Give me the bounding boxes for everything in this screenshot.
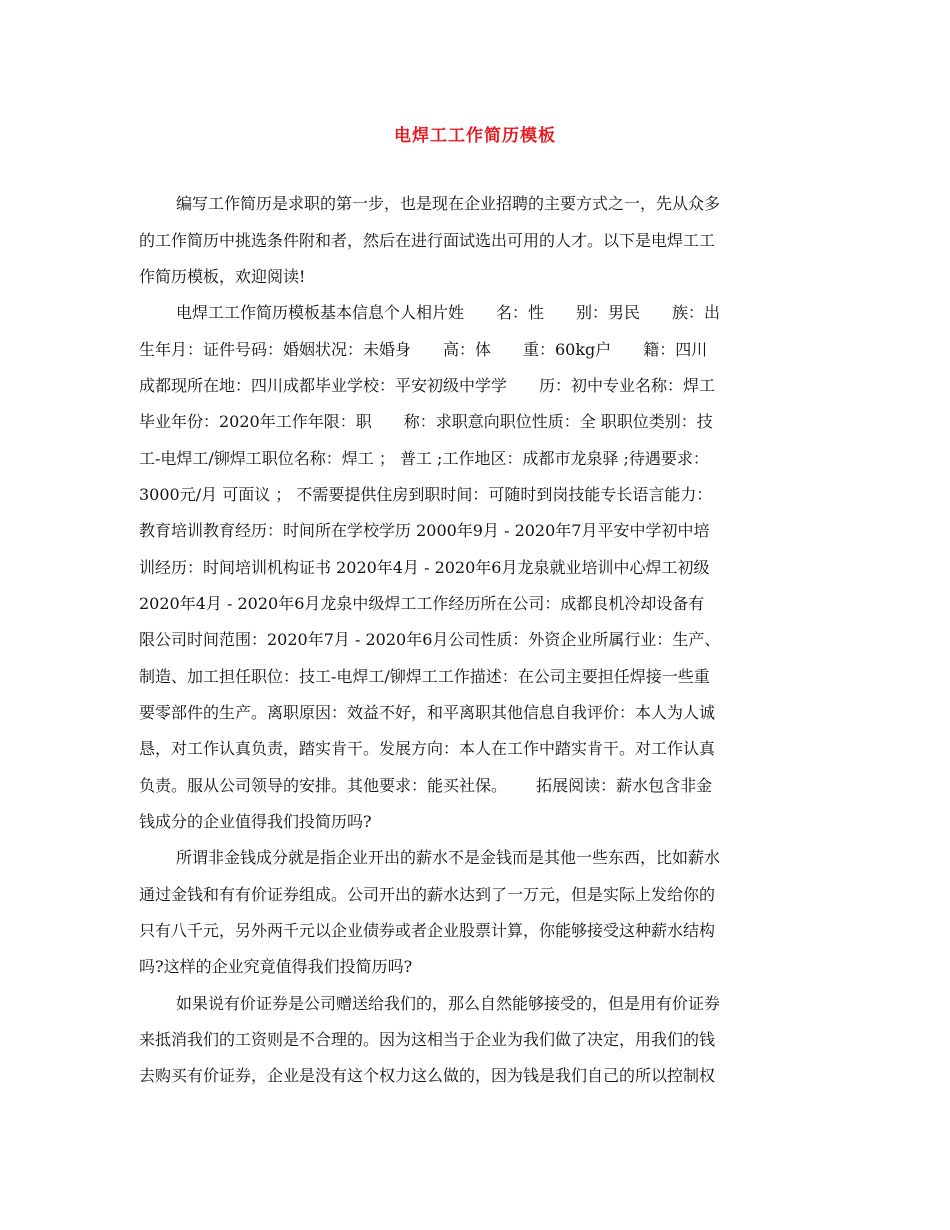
- paragraph-line: 限公司时间范围：2020年7月 - 2020年6月公司性质：外资企业所属行业：生产、: [139, 630, 721, 649]
- paragraph-line: 3000元/月 可面议 ； 不需要提供住房到职时间：可随时到岗技能专长语言能力：: [139, 485, 713, 504]
- paragraph-line: 如果说有价证券是公司赠送给我们的，那么自然能够接受的，但是用有价证券: [176, 994, 721, 1013]
- paragraph-line: 2020年4月 - 2020年6月龙泉中级焊工工作经历所在公司：成都良机冷却设备有: [139, 594, 705, 613]
- paragraph-line: 吗?这样的企业究竟值得我们投简历吗?: [139, 957, 413, 976]
- paragraph-line: 工-电焊工/铆焊工职位名称：焊工 ； 普工 ;工作地区：成都市龙泉驿 ;待遇要求：: [139, 449, 709, 468]
- paragraph-line: 的工作简历中挑选条件附和者，然后在进行面试选出可用的人才。以下是电焊工工: [139, 231, 716, 250]
- paragraph-line: 成都现所在地：四川成都毕业学校：平安初级中学学 历：初中专业名称：焊工: [139, 376, 716, 395]
- paragraph-line: 只有八千元，另外两千元以企业债券或者企业股票计算，你能够接受这种薪水结构: [139, 921, 716, 940]
- paragraph-line: 通过金钱和有有价证券组成。公司开出的薪水达到了一万元，但是实际上发给你的: [139, 885, 716, 904]
- paragraph-line: 生年月：证件号码：婚姻状况：未婚身 高：体 重：60kg户 籍：四川: [139, 340, 708, 359]
- paragraph-line: 编写工作简历是求职的第一步，也是现在企业招聘的主要方式之一，先从众多: [176, 194, 721, 213]
- paragraph-line: 去购买有价证券，企业是没有这个权力这么做的，因为钱是我们自己的所以控制权: [139, 1066, 716, 1085]
- paragraph-line: 负责。服从公司领导的安排。其他要求：能买社保。 拓展阅读：薪水包含非金: [139, 776, 713, 795]
- paragraph-line: 要零部件的生产。离职原因：效益不好，和平离职其他信息自我评价：本人为人诚: [139, 703, 716, 722]
- document-title: 电焊工工作简历模板: [394, 126, 556, 146]
- paragraph-line: 电焊工工作简历模板基本信息个人相片姓 名：性 别：男民 族：出: [176, 303, 721, 322]
- paragraph-line: 钱成分的企业值得我们投简历吗?: [139, 812, 372, 831]
- paragraph-line: 来抵消我们的工资则是不合理的。因为这相当于企业为我们做了决定，用我们的钱: [139, 1030, 716, 1049]
- paragraph-line: 毕业年份：2020年工作年限：职 称：求职意向职位性质：全 职职位类别：技: [139, 412, 713, 431]
- paragraph-line: 教育培训教育经历：时间所在学校学历 2000年9月 - 2020年7月平安中学初中培: [139, 521, 710, 540]
- paragraph-line: 作简历模板，欢迎阅读!: [139, 267, 306, 286]
- paragraph-line: 训经历：时间培训机构证书 2020年4月 - 2020年6月龙泉就业培训中心焊工初级: [139, 558, 710, 577]
- paragraph-line: 恳，对工作认真负责，踏实肯干。发展方向：本人在工作中踏实肯干。对工作认真: [139, 739, 716, 758]
- paragraph-line: 所谓非金钱成分就是指企业开出的薪水不是金钱而是其他一些东西，比如薪水: [176, 848, 721, 867]
- paragraph-line: 制造、加工担任职位：技工-电焊工/铆焊工工作描述：在公司主要担任焊接一些重: [139, 667, 710, 686]
